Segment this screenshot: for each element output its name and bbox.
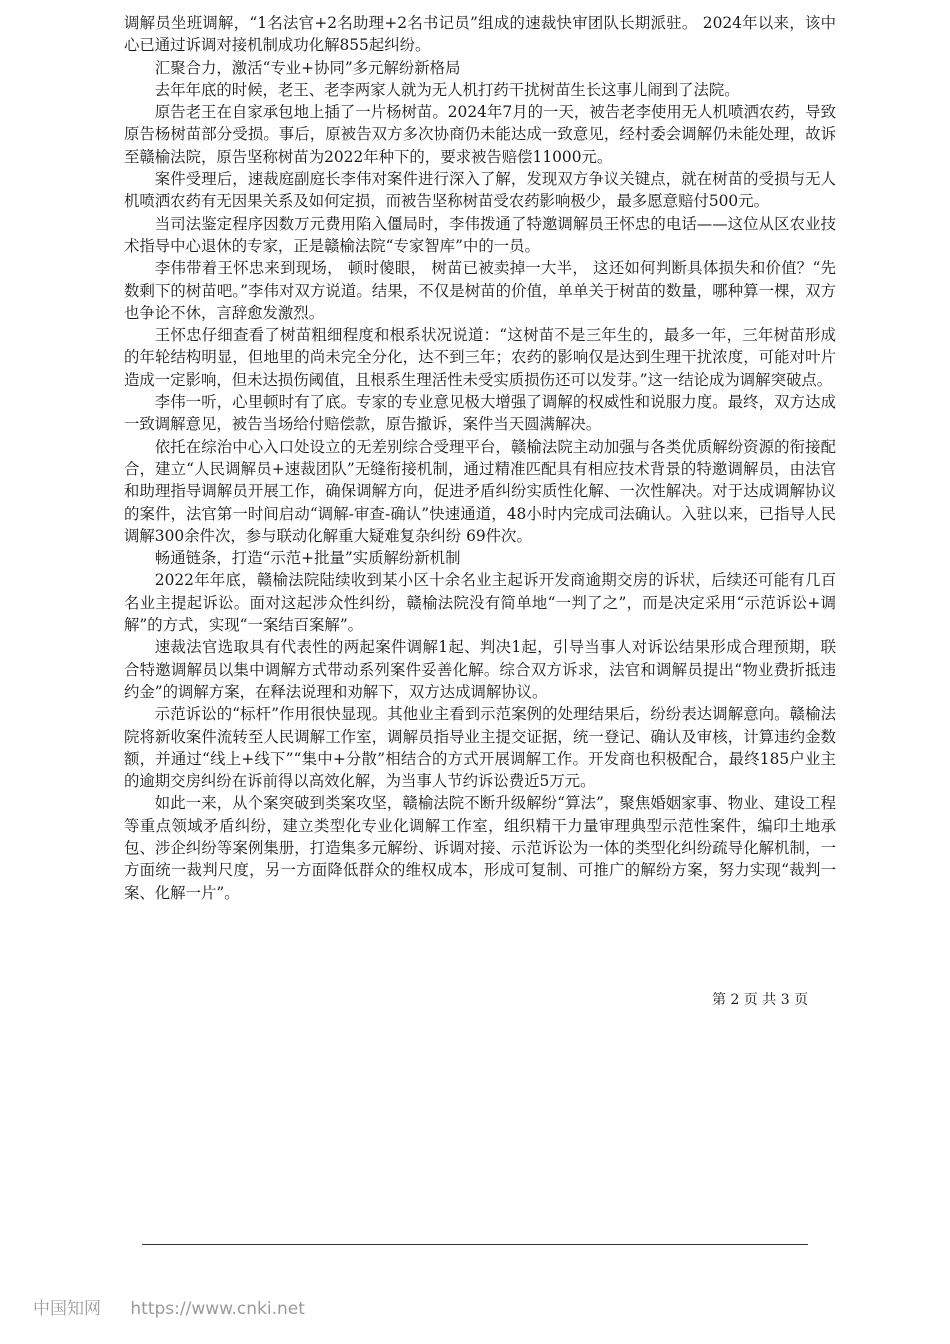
paragraph-6: 李伟带着王怀忠来到现场， 顿时傻眼， 树苗已被卖掉一大半， 这还如何判断具体损失和价值？“先数剩下的树苗吧。”李伟对双方说道。结果，不仅是树苗的价值，单单关于树苗的数量，哪种算一棵，双方也争论不休，言辞愈发激烈。: [124, 259, 836, 322]
page-number: 第 2 页 共 3 页: [712, 992, 809, 1008]
paragraph-13: 如此一来，从个案突破到类案攻坚，赣榆法院不断升级解纷“算法”，聚焦婚姻家事、物业、建设工程等重点领域矛盾纠纷，建立类型化专业化调解工作室，组织精干力量审理典型示范性案件，编印土地承包、涉企纠纷等案例集册，打造集多元解纷、诉调对接、示范诉讼为一体的类型化纠纷疏导化解机制，一方面统一裁判尺度，另一方面降低群众的维权成本，形成可复制、可推广的解纷方案，努力实现“裁判一案、化解一片”。: [124, 794, 836, 902]
cnki-url-link[interactable]: https://www.cnki.net: [130, 1299, 305, 1319]
section-heading-2: 畅通链条，打造“示范+批量”实质解纷新机制: [154, 549, 461, 568]
paragraph-12: 示范诉讼的“标杆”作用很快显现。其他业主看到示范案例的处理结果后，纷纷表达调解意向。赣榆法院将新收案件流转至人民调解工作室，调解员指导业主提交证据，统一登记、确认及审核，计算违约金数额，并通过“线上+线下”“集中+分散”相结合的方式开展调解工作。开发商也积极配合，最终185户业主的逾期交房纠纷在诉前得以高效化解，为当事人节约诉讼费近5万元。: [124, 705, 836, 791]
paragraph-1: 调解员坐班调解，“1名法官+2名助理+2名书记员”组成的速裁快审团队长期派驻。 2024年以来，该中心已通过诉调对接机制成功化解855起纠纷。: [124, 14, 836, 55]
paragraph-8: 李伟一听，心里顿时有了底。专家的专业意见极大增强了调解的权威性和说服力度。最终，双方达成一致调解意见，被告当场给付赔偿款，原告撤诉，案件当天圆满解决。: [124, 393, 836, 434]
paragraph-11: 速裁法官选取具有代表性的两起案件调解1起、判决1起，引导当事人对诉讼结果形成合理预期，联合特邀调解员以集中调解方式带动系列案件妥善化解。综合双方诉求，法官和调解员提出“物业费折抵违约金”的调解方案，在释法说理和劝解下，双方达成调解协议。: [124, 638, 836, 701]
cnki-brand: 中国知网: [33, 1299, 101, 1319]
cnki-footer: [33, 1294, 305, 1319]
paragraph-9: 依托在综治中心入口处设立的无差别综合受理平台，赣榆法院主动加强与各类优质解纷资源的衔接配合，建立“人民调解员+速裁团队”无缝衔接机制，通过精准匹配具有相应技术背景的特邀调解员，由法官和助理指导调解员开展工作，确保调解方向，促进矛盾纠纷实质性化解、一次性解决。对于达成调解协议的案件，法官第一时间启动“调解-审查-确认”快速通道，48小时内完成司法确认。入驻以来，已指导人民调解300余件次，参与联动化解重大疑难复杂纠纷 69件次。: [124, 437, 836, 545]
paragraph-4: 案件受理后，速裁庭副庭长李伟对案件进行深入了解，发现双方争议关键点，就在树苗的受损与无人机喷洒农药有无因果关系及如何定损，而被告坚称树苗受农药影响极少，最多愿意赔付500元。: [124, 170, 836, 211]
article-body: [124, 12, 836, 904]
paragraph-10: 2022年年底，赣榆法院陆续收到某小区十余名业主起诉开发商逾期交房的诉状，后续还可能有几百名业主提起诉讼。面对这起涉众性纠纷，赣榆法院没有简单地“一判了之”，而是决定采用“示范诉讼+调解”的方式，实现“一案结百案解”。: [124, 571, 836, 635]
paragraph-5: 当司法鉴定程序因数万元费用陷入僵局时，李伟拨通了特邀调解员王怀忠的电话——这位从区农业技术指导中心退休的专家，正是赣榆法院“专家智库”中的一员。: [124, 214, 836, 255]
paragraph-7: 王怀忠仔细查看了树苗粗细程度和根系状况说道：“这树苗不是三年生的，最多一年，三年树苗形成的年轮结构明显，但地里的尚未完全分化，达不到三年；农药的影响仅是达到生理干扰浓度，可能对叶片造成一定影响，但未达损伤阈值，且根系生理活性未受实质损伤还可以发芽。”这一结论成为调解突破点。: [124, 326, 836, 389]
paragraph-2: 去年年底的时候，老王、老李两家人就为无人机打药干扰树苗生长这事儿闹到了法院。: [154, 80, 740, 99]
paragraph-3: 原告老王在自家承包地上插了一片杨树苗。2024年7月的一天，被告老李使用无人机喷洒农药，导致原告杨树苗部分受损。事后，原被告双方多次协商仍未能达成一致意见，经村委会调解仍未能处理，故诉至赣榆法院，原告坚称树苗为2022年种下的，要求被告赔偿11000元。: [124, 103, 836, 166]
footer-divider: [142, 1244, 808, 1245]
section-heading-1: 汇聚合力，激活“专业+协同”多元解纷新格局: [154, 58, 461, 77]
